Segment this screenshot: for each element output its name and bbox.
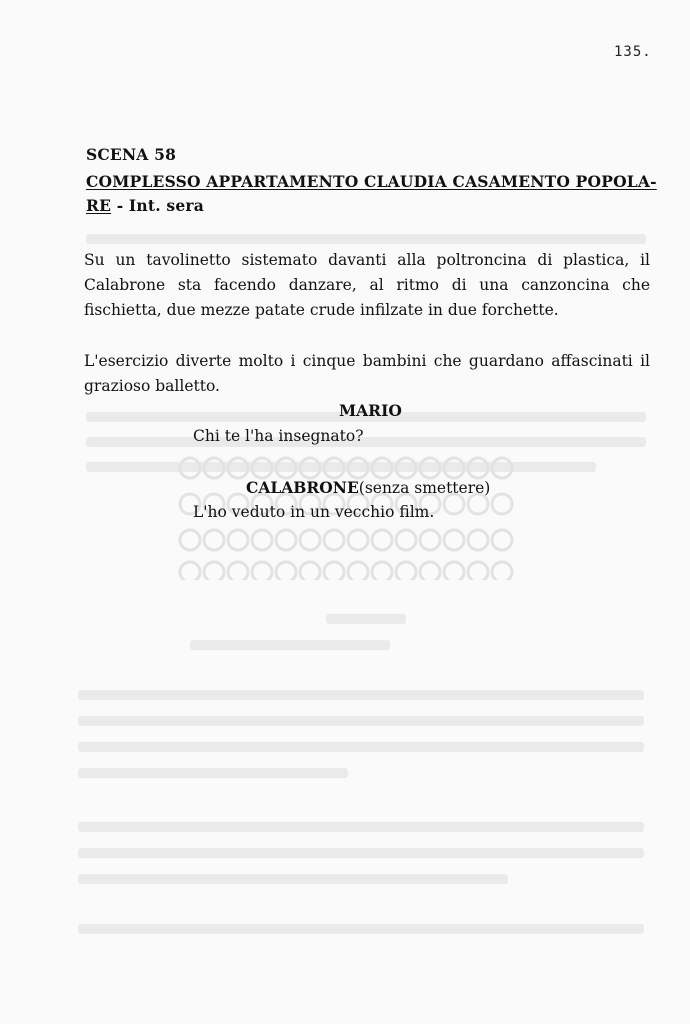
- dialogue-line-calabrone: L'ho veduto in un vecchio film.: [193, 503, 435, 521]
- character-name: CALABRONE: [246, 478, 359, 497]
- parenthetical: (senza smettere): [358, 479, 491, 497]
- dialogue-line-mario: Chi te l'ha insegnato?: [193, 427, 364, 445]
- scene-location-line2: RE: [86, 196, 112, 215]
- action-line: fischietta, due mezze patate crude infilzate in due forchette.: [84, 301, 559, 319]
- scene-location-line1: COMPLESSO APPARTAMENTO CLAUDIA CASAMENTO POPOLA-: [86, 172, 657, 191]
- page-number: 135.: [614, 44, 652, 60]
- character-name-mario: MARIO: [339, 401, 402, 420]
- action-line: L'esercizio diverte molto i cinque bambini che guardano affascinati il: [84, 352, 650, 370]
- action-line: Su un tavolinetto sistemato davanti alla poltroncina di plastica, il: [84, 251, 650, 269]
- action-line: Calabrone sta facendo danzare, al ritmo di una canzoncina che: [84, 276, 650, 294]
- scene-number: SCENA 58: [86, 145, 177, 164]
- scene-time: - Int. sera: [111, 196, 205, 215]
- action-paragraph-1: [84, 248, 650, 323]
- action-paragraph-2: [84, 349, 650, 399]
- action-line: grazioso balletto.: [84, 377, 220, 395]
- character-name-calabrone: [246, 478, 490, 497]
